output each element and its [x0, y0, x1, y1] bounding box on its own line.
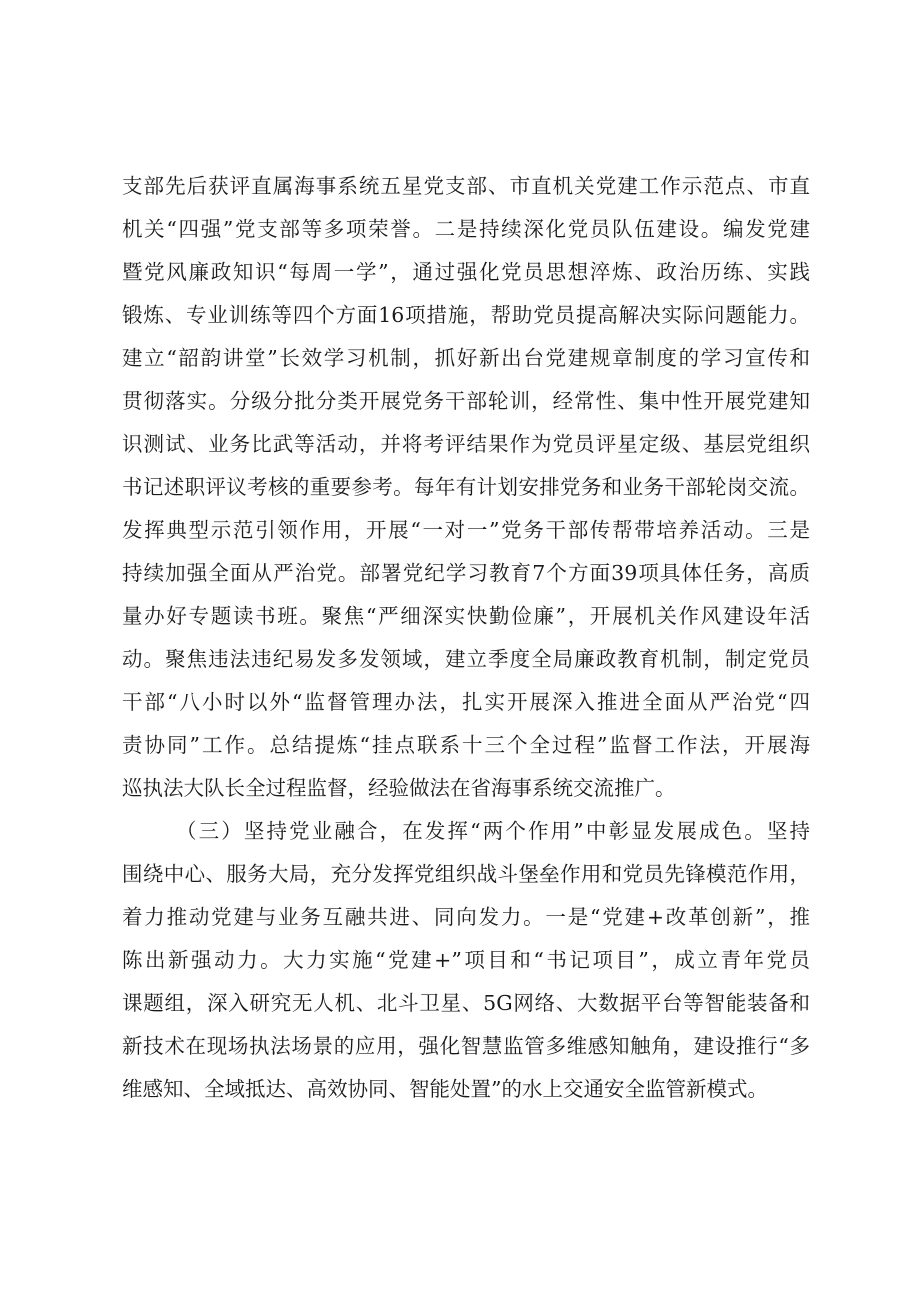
paragraph-line: 贯彻落实。分级分批分类开展党务干部轮训，经常性、集中性开展党建知	[122, 389, 810, 413]
paragraph-line: 陈出新强动力。大力实施“党建+”项目和“书记项目”，成立青年党员	[122, 948, 810, 972]
paragraph-line: 干部“八小时以外“监督管理办法，扎实开展深入推进全面从严治党“四	[122, 690, 810, 714]
paragraph-line: 动。聚焦违法违纪易发多发领域，建立季度全局廉政教育机制，制定党员	[122, 647, 810, 671]
paragraph-line: 责协同”工作。总结提炼“挂点联系十三个全过程”监督工作法，开展海	[122, 733, 810, 757]
section-heading-line: （三）坚持党业融合，在发挥“两个作用”中彰显发展成色。坚持	[176, 819, 810, 843]
paragraph-line: 量办好专题读书班。聚焦“严细深实快勤俭廉”，开展机关作风建设年活	[122, 604, 810, 628]
paragraph-line: 发挥典型示范引领作用，开展“一对一”党务干部传帮带培养活动。三是	[122, 518, 810, 542]
paragraph-line: 机关“四强”党支部等多项荣誉。二是持续深化党员队伍建设。编发党建	[122, 217, 810, 241]
paragraph-line: 建立“韶韵讲堂”长效学习机制，抓好新出台党建规章制度的学习宣传和	[122, 346, 810, 370]
paragraph-line: 围绕中心、服务大局，充分发挥党组织战斗堡垒作用和党员先锋模范作用，	[122, 862, 810, 886]
paragraph-line: 持续加强全面从严治党。部署党纪学习教育7个方面39项具体任务，高质	[122, 561, 810, 585]
paragraph-line: 识测试、业务比武等活动，并将考评结果作为党员评星定级、基层党组织	[122, 432, 810, 456]
paragraph-line: 维感知、全域抵达、高效协同、智能处置”的水上交通安全监管新模式。	[122, 1077, 768, 1101]
paragraph-line: 书记述职评议考核的重要参考。每年有计划安排党务和业务干部轮岗交流。	[122, 475, 810, 499]
paragraph-line: 着力推动党建与业务互融共进、同向发力。一是“党建+改革创新”，推	[122, 905, 810, 929]
paragraph-line: 新技术在现场执法场景的应用，强化智慧监管多维感知触角，建设推行“多	[122, 1034, 810, 1058]
paragraph-line: 暨党风廉政知识“每周一学”，通过强化党员思想淬炼、政治历练、实践	[122, 260, 810, 284]
paragraph-line: 锻炼、专业训练等四个方面16项措施，帮助党员提高解决实际问题能力。	[122, 303, 810, 327]
paragraph-line: 课题组，深入研究无人机、北斗卫星、5G网络、大数据平台等智能装备和	[122, 991, 810, 1015]
paragraph-line: 支部先后获评直属海事系统五星党支部、市直机关党建工作示范点、市直	[122, 174, 810, 198]
paragraph-line: 巡执法大队长全过程监督，经验做法在省海事系统交流推广。	[122, 776, 676, 800]
